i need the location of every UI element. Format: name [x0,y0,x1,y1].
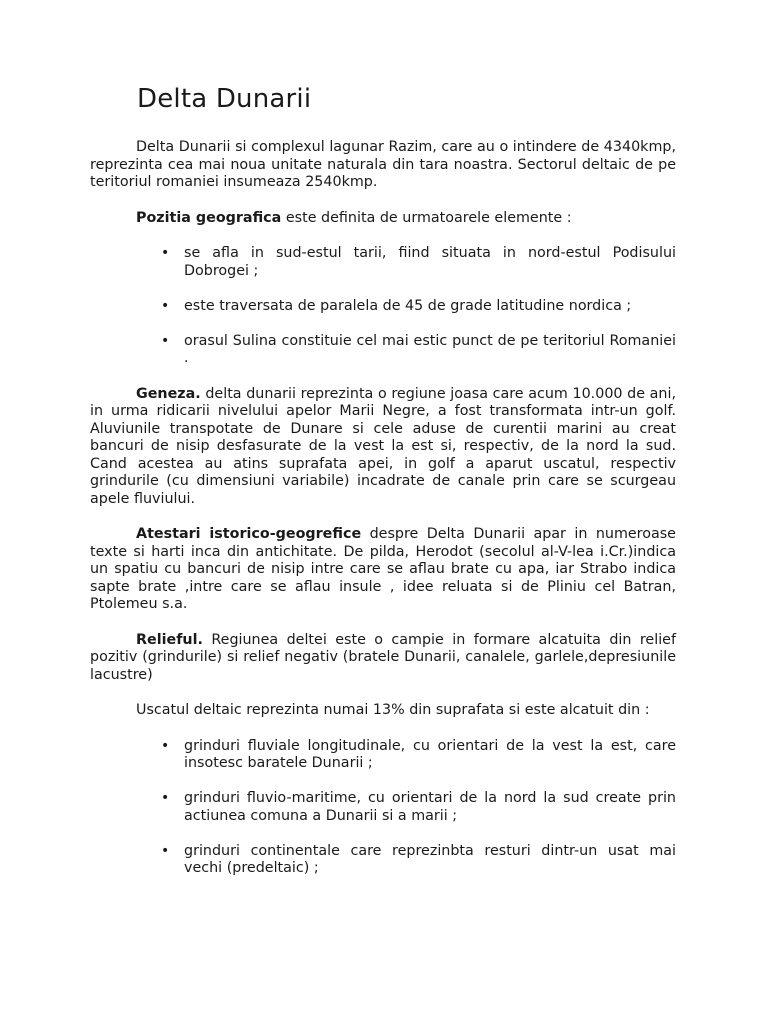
list-item [90,298,676,316]
list-item [90,245,676,280]
list-item [90,843,676,878]
uscatul-bullet-list [90,738,676,878]
atestari-heading: Atestari istorico-geogrefice [136,526,362,542]
pozitia-heading: Pozitia geografica [136,209,282,226]
relieful-paragraph [90,632,676,685]
list-item [90,790,676,825]
bullet-icon: • [161,245,170,261]
list-item [90,333,676,368]
bullet-icon: • [161,297,170,314]
list-item-text: grinduri continentale care reprezinbta resturi dintr-un usat mai vechi (predeltaic) ; [184,842,676,876]
list-item [90,738,676,773]
atestari-text: despre Delta Dunarii apar in numeroase texte si harti inca din antichitate. De pilda, Herodot (secolul al-V-lea i.Cr.)indica un spatiu cu bancuri de nisip intre care se aflau brate cu apa, iar Strabo indica sapte brate ,intre care se aflau insule , idee reluata si de Pliniu cel Batran, Ptolemeu s.a. [90,526,676,612]
list-item-text: grinduri fluvio-maritime, cu orientari de la nord la sud create prin actiunea comuna a Dunarii si a marii ; [184,790,676,824]
uscatul-paragraph: Uscatul deltaic reprezinta numai 13% din suprafata si este alcatuit din : [136,702,650,718]
list-item-text: grinduri fluviale longitudinale, cu orientari de la vest la est, care insotesc baratele Dunarii ; [184,737,676,771]
page-title: Delta Dunarii [137,84,312,114]
relieful-heading: Relieful. [136,631,203,648]
pozitia-text: este definita de urmatoarele elemente : [281,209,572,226]
geneza-heading: Geneza. [136,385,201,402]
pozitia-bullet-list [90,245,676,368]
atestari-paragraph [90,526,676,614]
relieful-text: Regiunea deltei este o campie in formare alcatuita din relief pozitiv (grindurile) si relief negativ (bratele Dunarii, canalele, garlele,depresiunile lacustre) [90,631,676,683]
bullet-icon: • [161,332,170,349]
list-item-text: se afla in sud-estul tarii, fiind situata in nord-estul Podisului Dobrogei ; [184,245,676,279]
pozitia-paragraph [90,210,676,228]
bullet-icon: • [161,790,170,806]
intro-paragraph: Delta Dunarii si complexul lagunar Razim, care au o intindere de 4340kmp, reprezinta cea mai noua unitate naturala din tara noastra. Sectorul deltaic de pe teritoriul romaniei insumeaza 2540kmp. [90,139,676,190]
bullet-icon: • [161,737,170,754]
geneza-text: delta dunarii reprezinta o regiune joasa care acum 10.000 de ani, in urma ridicarii nivelului apelor Marii Negre, a fost transformata intr-un golf. Aluviunile transpotate de Dunare si cele aduse de curentii marini au creat bancuri de nisip desfasurate de la vest la est si, respectiv, de la nord la sud. Cand acestea au atins suprafata apei, in golf a aparut uscatul, respectiv grindurile (cu dimensiuni variabile) incadrate de canale prin care se scurgeau apele fluviului. [90,385,676,507]
list-item-text: orasul Sulina constituie cel mai estic punct de pe teritoriul Romaniei . [184,332,676,366]
geneza-paragraph [90,386,676,509]
list-item-text: este traversata de paralela de 45 de grade latitudine nordica ; [184,297,632,314]
document-body [90,139,676,896]
bullet-icon: • [161,842,170,859]
